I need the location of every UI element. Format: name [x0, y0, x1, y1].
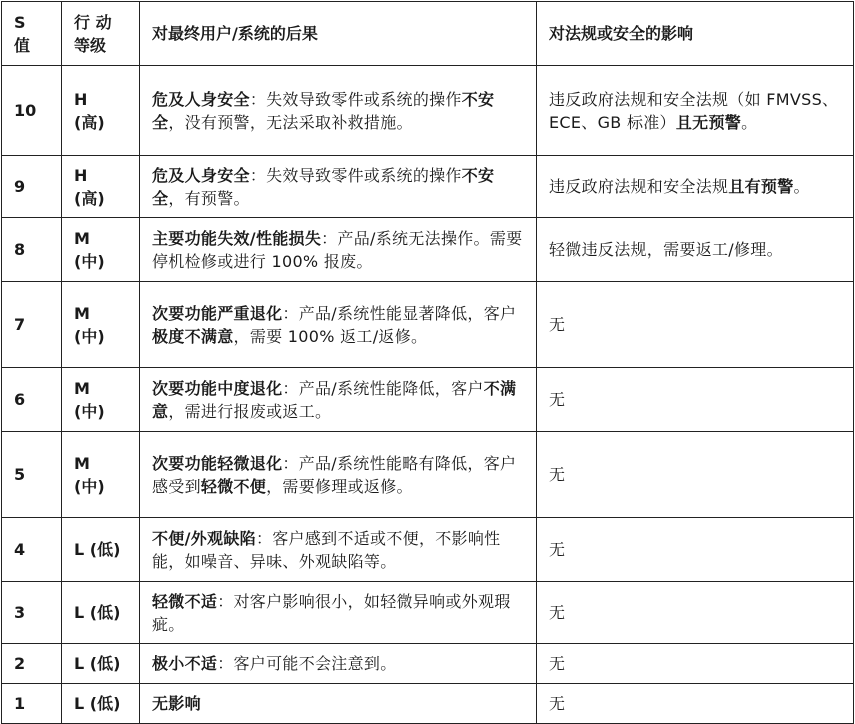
consequence-cell: [140, 644, 537, 684]
emphasis-text: 危及人身安全: [152, 165, 250, 185]
s-value-cell: 5: [2, 432, 62, 518]
emphasis-text: 极小不适: [152, 654, 218, 673]
table-body: [2, 66, 854, 724]
action-level-label: (中): [74, 401, 105, 421]
action-level-code: H: [74, 89, 88, 109]
body-text: ，没有预警，无法采取补救措施。: [168, 112, 413, 132]
body-text: ：对客户影响很小，如轻微异响或外观瑕疵。: [152, 591, 511, 634]
s-value-cell: 9: [2, 156, 62, 218]
regulation-cell: [537, 432, 854, 518]
regulation-cell: [537, 218, 854, 282]
action-level-label: (高): [74, 188, 105, 208]
consequence-cell: [140, 518, 537, 582]
body-text: ：客户感到不适或不便，不影响性能，如噪音、异味、外观缺陷等。: [152, 528, 501, 571]
action-level-code: M: [74, 303, 90, 323]
body-text: ，需要 100% 返工/返修。: [233, 326, 428, 346]
header-regulation: 对法规或安全的影响: [537, 2, 854, 66]
action-level-cell: [62, 432, 140, 518]
emphasis-text: 次要功能轻微退化: [152, 453, 283, 473]
regulation-cell: [537, 282, 854, 368]
body-text: 无: [549, 390, 566, 409]
body-text: 无: [549, 465, 566, 484]
action-level-code: M: [74, 453, 90, 473]
table-row: [2, 644, 854, 684]
action-level-cell: [62, 518, 140, 582]
emphasis-text: 且有预警: [728, 177, 794, 196]
emphasis-text: 极度不满意: [152, 326, 234, 346]
table-row: [2, 582, 854, 644]
body-text: 无: [549, 694, 566, 713]
emphasis-text: 不安全: [152, 89, 495, 132]
emphasis-text: 且无预警: [675, 112, 742, 132]
s-value-cell: 6: [2, 368, 62, 432]
action-level-label: (中): [74, 326, 105, 346]
s-value-cell: 8: [2, 218, 62, 282]
consequence-cell: [140, 432, 537, 518]
body-text: ，有预警。: [168, 188, 250, 208]
body-text: 无: [549, 654, 566, 673]
body-text: 无: [549, 315, 566, 334]
table-row: [2, 66, 854, 156]
body-text: 轻微违反法规，需要返工/修理。: [549, 240, 783, 259]
body-text: ：失效导致零件或系统的操作: [249, 89, 462, 109]
regulation-cell: [537, 156, 854, 218]
s-value-cell: 4: [2, 518, 62, 582]
body-text: ：产品/系统无法操作。需要停机检修或进行 100% 报废。: [152, 228, 523, 271]
action-level-code: L (低): [74, 540, 121, 559]
action-level-cell: [62, 156, 140, 218]
emphasis-text: 无影响: [152, 694, 201, 713]
emphasis-text: 轻微不适: [152, 591, 218, 611]
header-consequence: 对最终用户/系统的后果: [140, 2, 537, 66]
body-text: ：客户可能不会注意到。: [217, 654, 397, 673]
emphasis-text: 次要功能中度退化: [152, 378, 283, 398]
regulation-cell: [537, 368, 854, 432]
action-level-code: M: [74, 378, 90, 398]
body-text: 无: [549, 540, 566, 559]
emphasis-text: 不满意: [152, 378, 517, 421]
table-row: [2, 282, 854, 368]
s-value-cell: 10: [2, 66, 62, 156]
action-level-code: L (低): [74, 654, 121, 673]
action-level-cell: [62, 368, 140, 432]
action-level-code: L (低): [74, 603, 121, 622]
table-row: [2, 432, 854, 518]
action-level-label: (中): [74, 476, 105, 496]
body-text: 无: [549, 603, 566, 622]
consequence-cell: [140, 66, 537, 156]
table-row: [2, 368, 854, 432]
regulation-cell: [537, 518, 854, 582]
emphasis-text: 轻微不便: [200, 476, 267, 496]
consequence-cell: [140, 582, 537, 644]
emphasis-text: 不安全: [152, 165, 495, 208]
consequence-cell: [140, 368, 537, 432]
regulation-cell: [537, 582, 854, 644]
table-row: [2, 518, 854, 582]
consequence-cell: [140, 282, 537, 368]
body-text: 违反政府法规和安全法规: [549, 177, 729, 196]
header-action-level: 行 动 等级: [62, 2, 140, 66]
table-row: [2, 156, 854, 218]
action-level-cell: [62, 644, 140, 684]
s-value-cell: 7: [2, 282, 62, 368]
s-value-cell: 1: [2, 684, 62, 724]
action-level-code: M: [74, 228, 90, 248]
body-text: ：产品/系统性能降低，客户: [282, 378, 484, 398]
action-level-cell: [62, 282, 140, 368]
action-level-code: L (低): [74, 694, 121, 713]
body-text: 。: [741, 112, 758, 132]
s-value-cell: 2: [2, 644, 62, 684]
consequence-cell: [140, 156, 537, 218]
regulation-cell: [537, 644, 854, 684]
action-level-label: (高): [74, 112, 105, 132]
s-value-cell: 3: [2, 582, 62, 644]
action-level-code: H: [74, 165, 88, 185]
consequence-cell: [140, 218, 537, 282]
emphasis-text: 主要功能失效/性能损失: [152, 228, 322, 248]
emphasis-text: 次要功能严重退化: [152, 303, 283, 323]
action-level-cell: [62, 66, 140, 156]
body-text: ：产品/系统性能略有降低，客户感受到: [152, 453, 517, 496]
severity-table: [1, 1, 854, 724]
regulation-cell: [537, 66, 854, 156]
body-text: ：失效导致零件或系统的操作: [249, 165, 462, 185]
body-text: ，需进行报废或返工。: [168, 401, 332, 421]
body-text: 违反政府法规和安全法规（如 FMVSS、ECE、GB 标准）: [549, 89, 839, 132]
body-text: ：产品/系统性能显著降低，客户: [282, 303, 517, 323]
table-row: [2, 218, 854, 282]
body-text: ，需要修理或返修。: [266, 476, 413, 496]
table-header-row: [2, 2, 854, 66]
emphasis-text: 不便/外观缺陷: [152, 528, 256, 548]
action-level-label: (中): [74, 251, 105, 271]
action-level-cell: [62, 582, 140, 644]
header-s-value: S 值: [2, 2, 62, 66]
emphasis-text: 危及人身安全: [152, 89, 250, 109]
action-level-cell: [62, 218, 140, 282]
body-text: 。: [793, 177, 810, 196]
